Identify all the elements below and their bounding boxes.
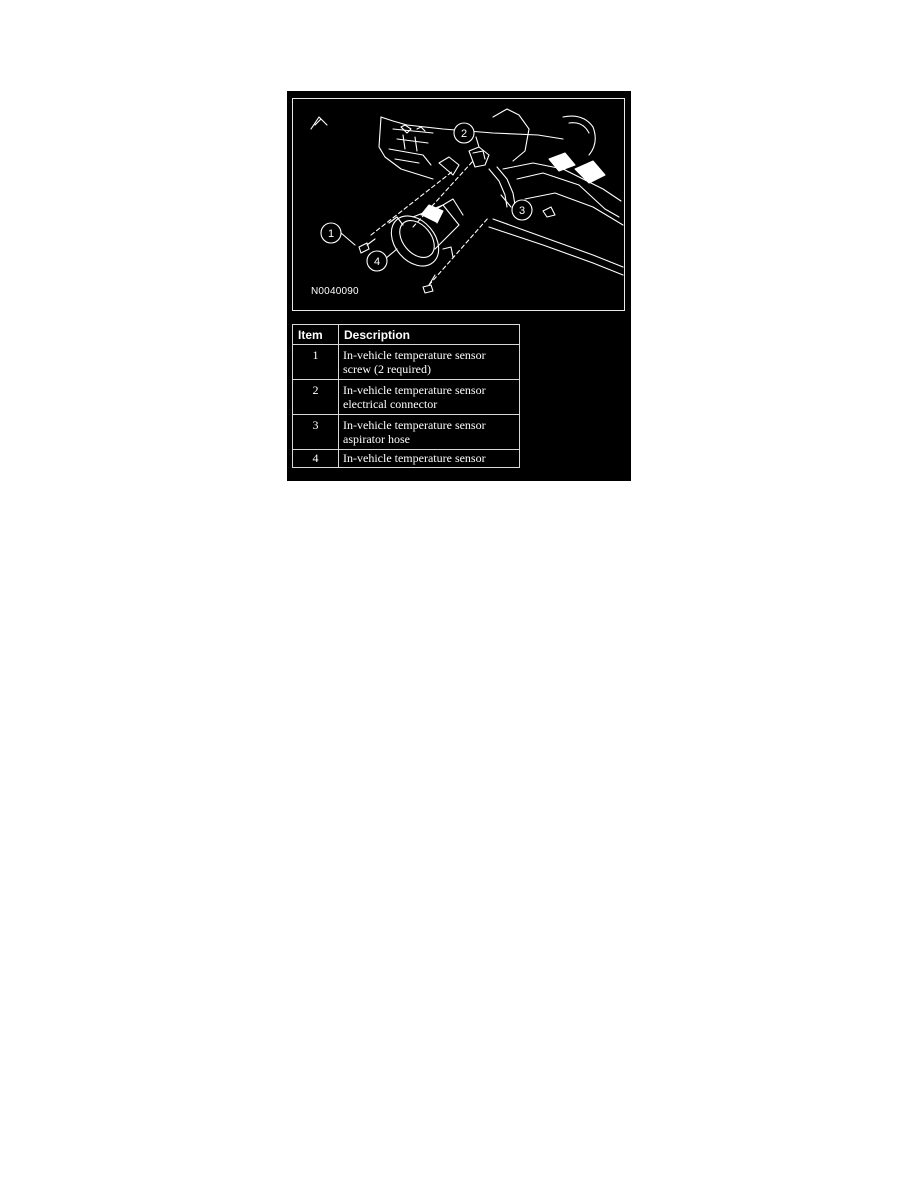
item-description: In-vehicle temperature sensor bbox=[339, 450, 520, 468]
item-number: 4 bbox=[293, 450, 339, 468]
dark-trim-piece bbox=[575, 161, 605, 183]
connector-housing bbox=[469, 147, 489, 167]
panel-vents bbox=[393, 129, 433, 151]
item-number: 1 bbox=[293, 345, 339, 380]
clip bbox=[543, 207, 555, 217]
column-ring-inner bbox=[569, 123, 589, 133]
table-row bbox=[293, 380, 520, 415]
figure-panel bbox=[287, 91, 631, 481]
sensor-exploded-illustration bbox=[293, 99, 625, 311]
item-description: In-vehicle temperature sensor electrical connector bbox=[339, 380, 520, 415]
legend-header-row bbox=[293, 325, 520, 345]
item-column-header: Item bbox=[293, 325, 339, 345]
illustration-frame bbox=[292, 98, 625, 311]
sensor-opening bbox=[439, 157, 459, 175]
legend-table bbox=[292, 324, 520, 468]
table-row bbox=[293, 345, 520, 380]
callout-1-leader bbox=[341, 233, 355, 245]
callout-4-label: 4 bbox=[373, 256, 381, 268]
callout-2-label: 2 bbox=[460, 128, 468, 140]
callout-1-label: 1 bbox=[327, 228, 335, 240]
callout-2-leader bbox=[476, 137, 479, 147]
table-row bbox=[293, 450, 520, 468]
description-column-header: Description bbox=[339, 325, 520, 345]
dark-trim-piece-2 bbox=[549, 153, 575, 171]
screw-bottom-head bbox=[423, 285, 433, 293]
panel-lower-trim bbox=[389, 149, 431, 165]
callout-3-label: 3 bbox=[518, 205, 526, 217]
table-row bbox=[293, 415, 520, 450]
item-number: 2 bbox=[293, 380, 339, 415]
bolster-contour bbox=[525, 193, 623, 225]
column-ring bbox=[563, 116, 595, 155]
lower-panel-edge bbox=[493, 219, 623, 267]
sensor-centerline bbox=[413, 161, 473, 227]
lower-panel-edge-2 bbox=[489, 227, 623, 275]
screw-centerline-right bbox=[429, 217, 489, 285]
connector-detail bbox=[473, 151, 485, 159]
aspirator-hose bbox=[489, 169, 507, 207]
screw-left-shank bbox=[367, 239, 375, 245]
item-description: In-vehicle temperature sensor aspirator hose bbox=[339, 415, 520, 450]
item-number: 3 bbox=[293, 415, 339, 450]
column-shroud bbox=[493, 109, 529, 161]
figure-code: N0040090 bbox=[311, 286, 359, 297]
item-description: In-vehicle temperature sensor screw (2 required) bbox=[339, 345, 520, 380]
corner-fragment bbox=[311, 117, 327, 129]
sensor-connector-tab bbox=[421, 205, 443, 223]
sensor-mounting-ears bbox=[389, 217, 453, 257]
screw-centerline-left bbox=[371, 171, 453, 235]
callout-3-leader bbox=[501, 195, 511, 207]
